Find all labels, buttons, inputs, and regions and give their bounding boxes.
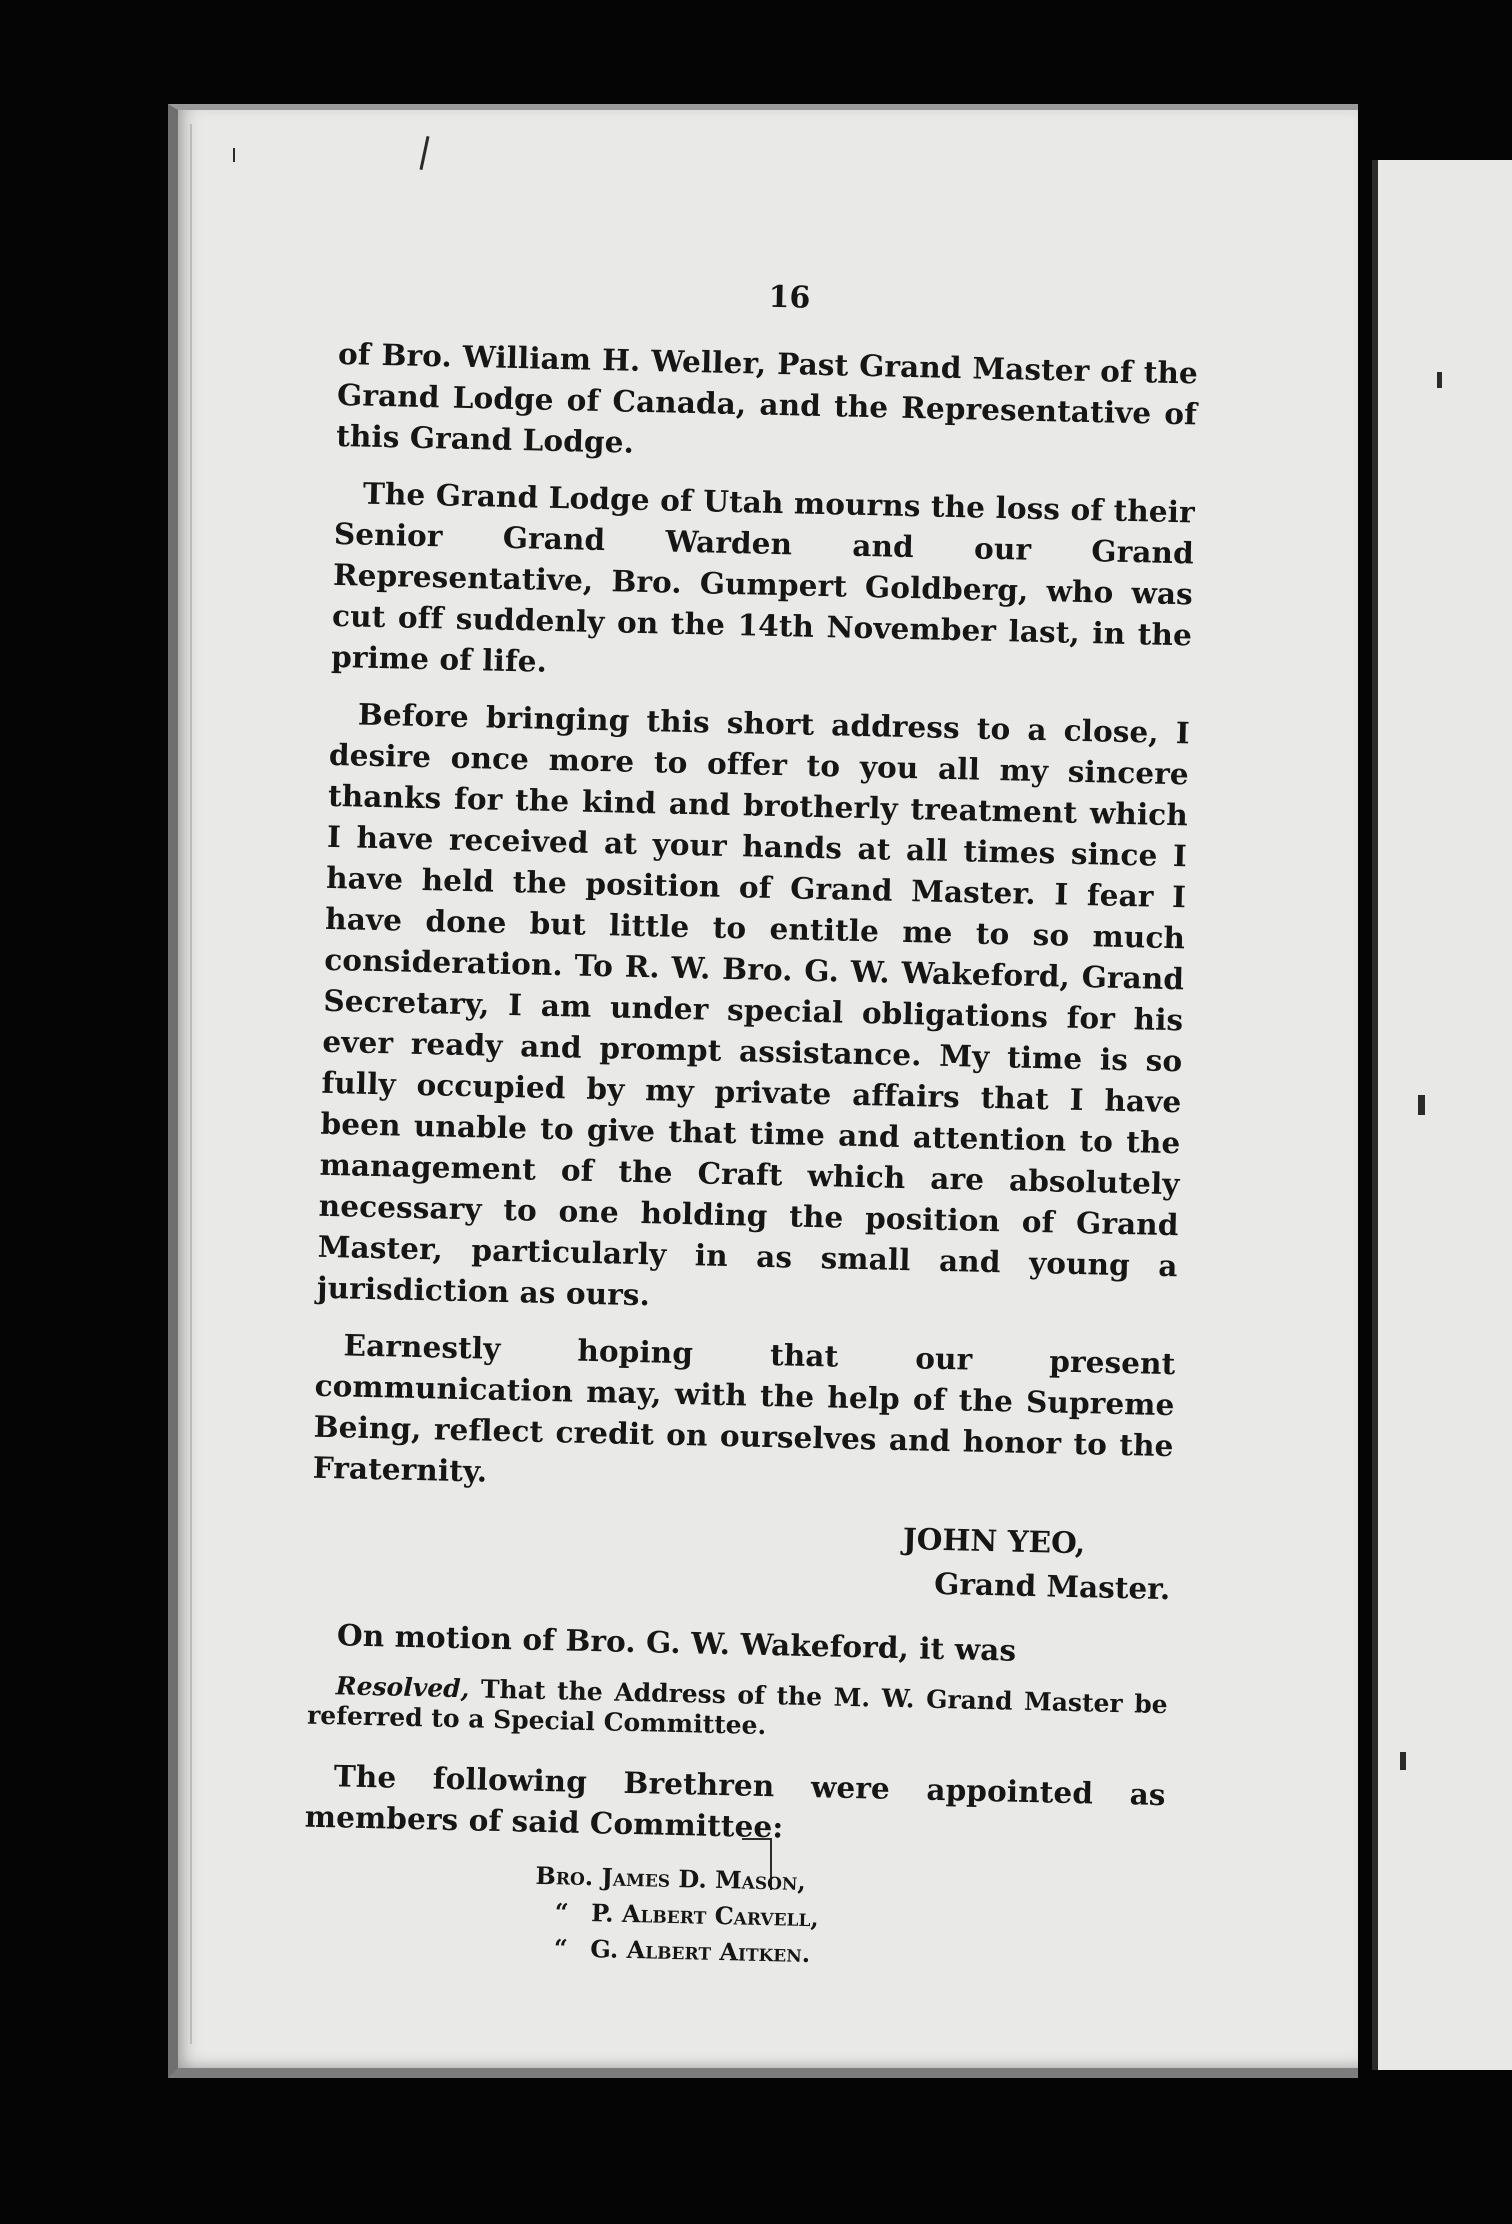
signature-block bbox=[310, 1504, 1172, 1611]
facing-page-edge bbox=[1372, 160, 1512, 2070]
scan-mark bbox=[233, 148, 235, 162]
committee-members bbox=[302, 1853, 1164, 1980]
member-prefix: “ bbox=[553, 1933, 569, 1963]
motion-text: On motion of Bro. G. W. Wakeford, it was bbox=[336, 1617, 1017, 1668]
signature-name: JOHN YEO, bbox=[902, 1521, 1086, 1561]
resolution bbox=[307, 1671, 1168, 1750]
page-number: 16 bbox=[768, 279, 811, 316]
paragraph: The Grand Lodge of Utah mourns the loss of their Senior Grand Warden and our Grand Representative, Bro. Gumpert Goldberg, who was cut off suddenly on the 14th November last, in the prime of life. bbox=[330, 475, 1196, 679]
page-text bbox=[302, 270, 1200, 1980]
resolution-label: Resolved, bbox=[335, 1671, 470, 1704]
scan-mark bbox=[1400, 1752, 1406, 1770]
member-prefix: Bro. bbox=[535, 1860, 594, 1892]
scan-mark bbox=[1437, 372, 1442, 388]
member-name: P. Albert Carvell, bbox=[590, 1898, 820, 1933]
signature-title: Grand Master. bbox=[933, 1565, 1171, 1607]
member-name: G. Albert Aitken. bbox=[590, 1934, 811, 1969]
paragraph: Before bringing this short address to a close, I desire once more to offer to you all my sincere thanks for the kind and brotherly treatment which I have received at your hands at all times since I have held the position of Grand Master. I fear I have done but little to entitle me to so much consideration. To R. W. Bro. G. W. Wakeford, Grand Secretary, I am under special obligations for his ever ready and prompt assistance. My time is so fully occupied by my private affairs that I have been unable to give that time and attention to the management of the Craft which are absolutely necessary to one holding the position of Grand Master, particularly in as small and young a jurisdiction as ours. bbox=[316, 696, 1191, 1313]
member-name: James D. Mason, bbox=[601, 1862, 807, 1896]
resolution-text: That the Address of the M. W. Grand Master be referred to a Special Committee. bbox=[306, 1674, 1168, 1741]
paragraph: Earnestly hoping that our present communication may, with the help of the Supreme Being, reflect credit on ourselves and honor to the Fraternity. bbox=[312, 1327, 1176, 1489]
member-prefix: “ bbox=[554, 1897, 569, 1927]
paragraph: of Bro. William H. Weller, Past Grand Master of the Grand Lodge of Canada, and the Representative of this Grand Lodge. bbox=[335, 335, 1199, 460]
scan-mark bbox=[1418, 1095, 1425, 1115]
appointment-text: The following Brethren were appointed as members of said Committee: bbox=[304, 1758, 1167, 1845]
